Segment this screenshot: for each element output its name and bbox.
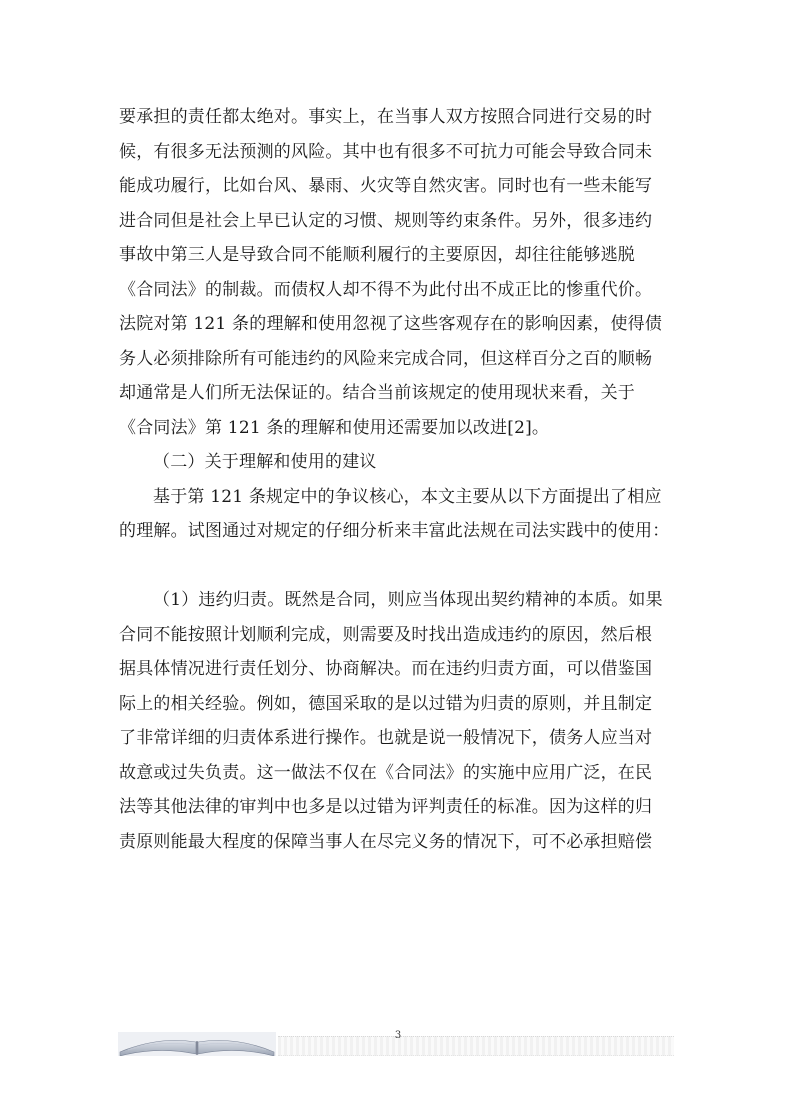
paragraph-line: 《合同法》第 121 条的理解和使用还需要加以改进[2]。 <box>119 417 550 438</box>
paragraph-line: 的理解。试图通过对规定的仔细分析来丰富此法规在司法实践中的使用： <box>119 521 670 541</box>
paragraph-line: 法等其他法律的审判中也多是以过错为评判责任的标准。因为这样的归 <box>119 797 653 817</box>
paragraph-line: （1）违约归责。既然是合同，则应当体现出契约精神的本质。如果 <box>153 590 663 610</box>
page-footer <box>118 1030 674 1058</box>
paragraph-line: 《合同法》的制裁。而债权人却不得不为此付出不成正比的惨重代价。 <box>119 279 653 300</box>
paragraph-line: 据具体情况进行责任划分、协商解决。而在违约归责方面，可以借鉴国 <box>119 659 653 679</box>
paragraph-line: 候，有很多无法预测的风险。其中也有很多不可抗力可能会导致合同未 <box>119 141 653 162</box>
paragraph-line: 事故中第三人是导致合同不能顺利履行的主要原因，却往往能够逃脱 <box>119 245 635 265</box>
paragraph-line: 务人必须排除所有可能违约的风险来完成合同，但这样百分之百的顺畅 <box>119 348 653 369</box>
section-heading: （二）关于理解和使用的建议 <box>153 452 377 472</box>
paragraph-line: 要承担的责任都太绝对。事实上，在当事人双方按照合同进行交易的时 <box>119 107 653 127</box>
footer-decoration <box>278 1036 674 1056</box>
paragraph-line: 法院对第 121 条的理解和使用忽视了这些客观存在的影响因素，使得债 <box>119 314 663 334</box>
paragraph-line: 合同不能按照计划顺利完成，则需要及时找出造成违约的原因，然后根 <box>119 624 653 645</box>
paragraph-line: 责原则能最大程度的保障当事人在尽完义务的情况下，可不必承担赔偿 <box>119 831 653 852</box>
paragraph-line: 基于第 121 条规定中的争议核心，本文主要从以下方面提出了相应 <box>153 486 662 507</box>
body-text <box>119 100 679 859</box>
paragraph-line: 际上的相关经验。例如，德国采取的是以过错为归责的原则，并且制定 <box>119 693 653 714</box>
paragraph-line: 了非常详细的归责体系进行操作。也就是说一般情况下，债务人应当对 <box>119 728 653 748</box>
blank-line <box>119 549 679 584</box>
paragraph-line: 故意或过失负责。这一做法不仅在《合同法》的实施中应用广泛，在民 <box>119 762 653 783</box>
paragraph-line: 却通常是人们所无法保证的。结合当前该规定的使用现状来看，关于 <box>119 383 635 403</box>
paragraph-line: 能成功履行，比如台风、暴雨、火灾等自然灾害。同时也有一些未能写 <box>119 176 653 196</box>
paragraph-line: 进合同但是社会上早已认定的习惯、规则等约束条件。另外，很多违约 <box>119 210 653 231</box>
page-number: 3 <box>394 1030 402 1041</box>
open-book-icon <box>118 1032 276 1056</box>
